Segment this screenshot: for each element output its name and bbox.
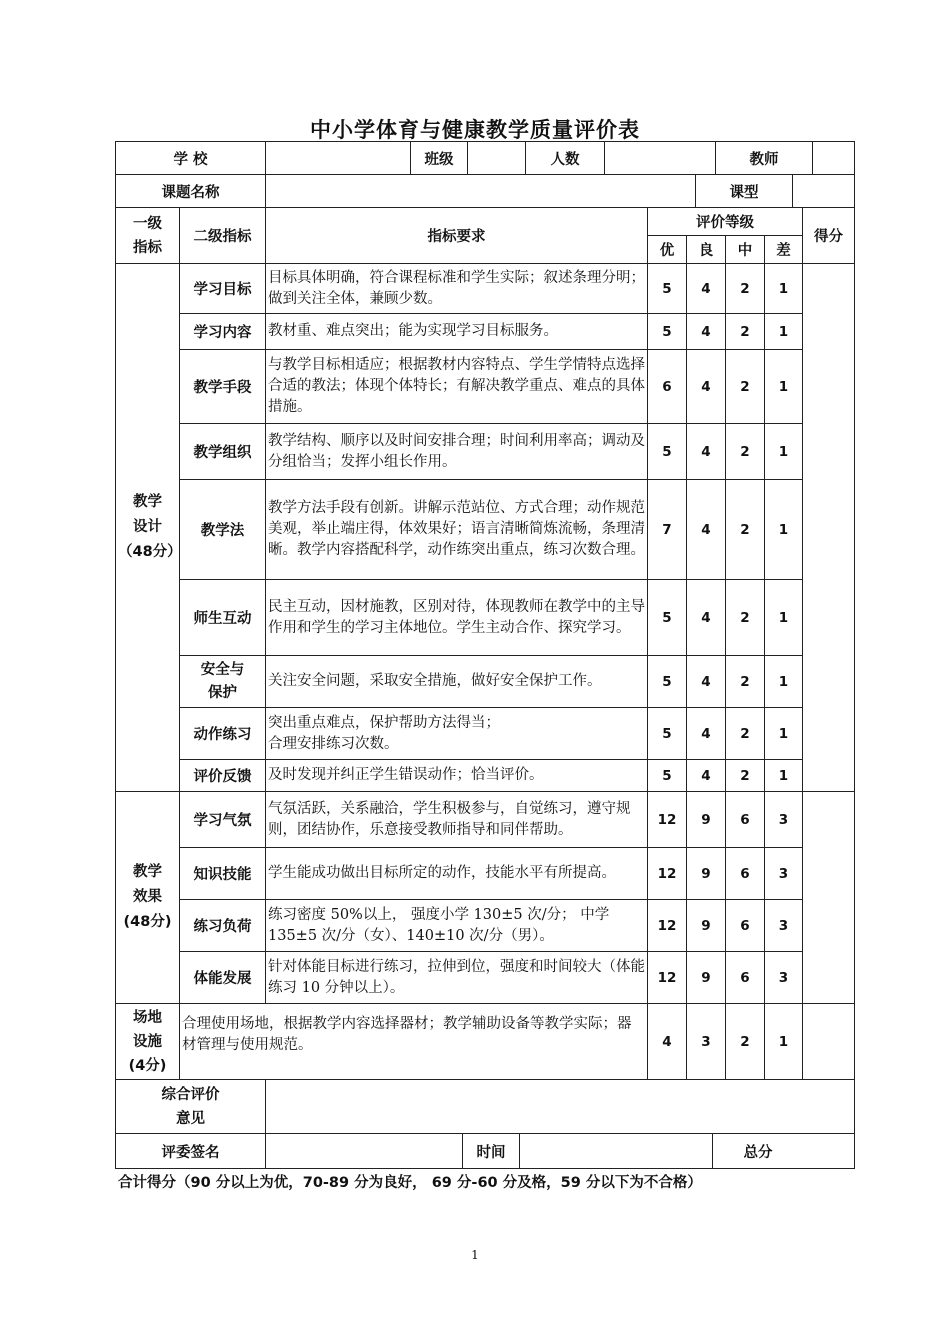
row-requirement: 针对体能目标进行练习，拉伸到位，强度和时间较大（体能练习 10 分钟以上）。: [266, 952, 648, 1004]
score-zhong: 6: [726, 848, 765, 900]
comment-row: [116, 1080, 855, 1134]
header-topic-row-cells: [266, 175, 855, 208]
score-cha: 1: [765, 264, 803, 314]
score-zhong: 2: [726, 708, 765, 760]
total-field[interactable]: [803, 1134, 854, 1168]
school-label: 学 校: [116, 142, 266, 175]
table-row: [116, 760, 855, 792]
score-cha: 1: [765, 1004, 803, 1080]
score-cha: 1: [765, 656, 803, 708]
count-value[interactable]: [605, 142, 716, 174]
score-you: 5: [648, 760, 687, 792]
row-name: 学习气氛: [180, 792, 266, 848]
table-row-venue: [116, 1004, 855, 1080]
score-you: 5: [648, 264, 687, 314]
grade-zhong: 中: [726, 236, 765, 264]
score-liang: 3: [687, 1004, 726, 1080]
comment-label: 综合评价 意见: [116, 1080, 266, 1134]
type-label: 课型: [696, 175, 793, 207]
col-level1: 一级 指标: [116, 208, 180, 264]
row-requirement: 教学结构、顺序以及时间安排合理；时间利用率高；调动及分组恰当；发挥小组长作用。: [266, 424, 648, 480]
score-cha: 1: [765, 580, 803, 656]
score-cell-effect[interactable]: [803, 792, 855, 1004]
row-name: 体能发展: [180, 952, 266, 1004]
judge-label: 评委签名: [116, 1134, 266, 1169]
score-liang: 4: [687, 424, 726, 480]
score-liang: 4: [687, 264, 726, 314]
score-cha: 1: [765, 760, 803, 792]
row-name: 知识技能: [180, 848, 266, 900]
score-zhong: 2: [726, 350, 765, 424]
score-liang: 4: [687, 350, 726, 424]
score-zhong: 2: [726, 760, 765, 792]
evaluation-table: [115, 141, 855, 1169]
group-design: 教学 设计 （48分）: [116, 264, 180, 792]
score-you: 5: [648, 656, 687, 708]
row-requirement: 气氛活跃，关系融洽，学生积极参与，自觉练习，遵守规则，团结协作，乐意接受教师指导和同伴帮助。: [266, 792, 648, 848]
score-you: 5: [648, 708, 687, 760]
score-zhong: 6: [726, 952, 765, 1004]
col-level2: 二级指标: [180, 208, 266, 264]
score-zhong: 6: [726, 900, 765, 952]
score-cha: 1: [765, 424, 803, 480]
row-name: 评价反馈: [180, 760, 266, 792]
score-you: 12: [648, 952, 687, 1004]
count-label: 人数: [526, 142, 605, 174]
score-zhong: 2: [726, 656, 765, 708]
grade-you: 优: [648, 236, 687, 264]
table-row: [116, 848, 855, 900]
header-row-topic: [116, 175, 855, 208]
header-school-row-cells: [266, 142, 855, 175]
group-effect: 教学 效果 (48分): [116, 792, 180, 1004]
score-cha: 3: [765, 900, 803, 952]
row-name: 动作练习: [180, 708, 266, 760]
table-row: [116, 952, 855, 1004]
col-requirement: 指标要求: [266, 208, 648, 264]
score-liang: 9: [687, 848, 726, 900]
col-grade: 评价等级: [648, 208, 803, 236]
row-requirement: 目标具体明确，符合课程标准和学生实际；叙述条理分明；做到关注全体，兼顾少数。: [266, 264, 648, 314]
score-cha: 1: [765, 350, 803, 424]
score-you: 4: [648, 1004, 687, 1080]
score-zhong: 2: [726, 264, 765, 314]
score-liang: 4: [687, 656, 726, 708]
score-liang: 9: [687, 900, 726, 952]
score-cha: 3: [765, 792, 803, 848]
row-name: 师生互动: [180, 580, 266, 656]
score-liang: 4: [687, 760, 726, 792]
page-title: 中小学体育与健康教学质量评价表: [310, 118, 640, 142]
row-name: 学习目标: [180, 264, 266, 314]
score-cha: 1: [765, 708, 803, 760]
total-label: 总分: [713, 1134, 804, 1168]
score-cha: 1: [765, 480, 803, 580]
score-you: 12: [648, 792, 687, 848]
score-zhong: 2: [726, 580, 765, 656]
score-you: 7: [648, 480, 687, 580]
table-row: [116, 424, 855, 480]
time-label: 时间: [463, 1134, 520, 1168]
row-requirement: 练习密度 50%以上， 强度小学 130±5 次/分； 中学135±5 次/分（女）、140±10 次/分（男）。: [266, 900, 648, 952]
row-name: 学习内容: [180, 314, 266, 350]
score-you: 12: [648, 900, 687, 952]
row-requirement: 学生能成功做出目标所定的动作，技能水平有所提高。: [266, 848, 648, 900]
score-footnote: 合计得分（90 分以上为优，70-89 分为良好， 69 分-60 分及格，59 分以下为不合格）: [118, 1175, 702, 1191]
table-row: [116, 708, 855, 760]
table-row: [116, 580, 855, 656]
score-cell-design[interactable]: [803, 264, 855, 792]
topic-value[interactable]: [266, 175, 696, 207]
score-you: 5: [648, 424, 687, 480]
score-zhong: 2: [726, 480, 765, 580]
score-liang: 4: [687, 480, 726, 580]
class-value[interactable]: [468, 142, 526, 174]
row-requirement: 及时发现并纠正学生错误动作；恰当评价。: [266, 760, 648, 792]
row-requirement: 合理使用场地，根据教学内容选择器材；教学辅助设备等教学实际；器材管理与使用规范。: [180, 1004, 648, 1080]
table-row: [116, 792, 855, 848]
score-you: 5: [648, 580, 687, 656]
row-name: 教学法: [180, 480, 266, 580]
score-liang: 4: [687, 708, 726, 760]
row-requirement: 教材重、难点突出；能为实现学习目标服务。: [266, 314, 648, 350]
signature-row: [116, 1134, 855, 1169]
time-field[interactable]: [520, 1134, 713, 1168]
score-cha: 1: [765, 314, 803, 350]
score-you: 12: [648, 848, 687, 900]
column-header-row-1: [116, 208, 855, 236]
table-row: [116, 314, 855, 350]
score-you: 5: [648, 314, 687, 350]
score-cha: 3: [765, 952, 803, 1004]
signature-row-cells: [266, 1134, 855, 1169]
score-zhong: 2: [726, 424, 765, 480]
score-cha: 3: [765, 848, 803, 900]
class-label: 班级: [411, 142, 468, 174]
row-name: 安全与 保护: [180, 656, 266, 708]
score-liang: 4: [687, 314, 726, 350]
row-requirement: 教学方法手段有创新。讲解示范站位、方式合理；动作规范美观，举止端庄得，体效果好；语言清晰简炼流畅，条理清晰。教学内容搭配科学，动作练突出重点，练习次数合理。: [266, 480, 648, 580]
row-requirement: 关注安全问题，采取安全措施，做好安全保护工作。: [266, 656, 648, 708]
grade-liang: 良: [687, 236, 726, 264]
score-zhong: 6: [726, 792, 765, 848]
type-value[interactable]: [793, 175, 855, 207]
row-name: 教学组织: [180, 424, 266, 480]
score-cell-venue[interactable]: [803, 1004, 855, 1080]
score-zhong: 2: [726, 314, 765, 350]
score-zhong: 2: [726, 1004, 765, 1080]
col-score: 得分: [803, 208, 855, 264]
row-requirement: 与教学目标相适应；根据教材内容特点、学生学情特点选择合适的教法；体现个体特长；有解决教学重点、难点的具体措施。: [266, 350, 648, 424]
row-name: 练习负荷: [180, 900, 266, 952]
teacher-label: 教师: [716, 142, 813, 174]
table-row: [116, 900, 855, 952]
header-row-school: [116, 142, 855, 175]
topic-label: 课题名称: [116, 175, 266, 208]
teacher-value[interactable]: [813, 142, 855, 174]
comment-field[interactable]: [266, 1080, 855, 1134]
score-liang: 4: [687, 580, 726, 656]
judge-signature-field[interactable]: [266, 1134, 463, 1168]
table-row: [116, 264, 855, 314]
row-requirement: 民主互动，因材施教，区别对待，体现教师在教学中的主导作用和学生的学习主体地位。学生主动合作、探究学习。: [266, 580, 648, 656]
row-requirement: 突出重点难点，保护帮助方法得当； 合理安排练习次数。: [266, 708, 648, 760]
score-liang: 9: [687, 952, 726, 1004]
score-you: 6: [648, 350, 687, 424]
grade-cha: 差: [765, 236, 803, 264]
table-row: [116, 350, 855, 424]
school-value[interactable]: [266, 142, 411, 174]
row-name: 教学手段: [180, 350, 266, 424]
group-venue: 场地 设施 (4分): [116, 1004, 180, 1080]
page-number: 1: [471, 1248, 479, 1262]
score-liang: 9: [687, 792, 726, 848]
table-row: [116, 480, 855, 580]
table-row: [116, 656, 855, 708]
